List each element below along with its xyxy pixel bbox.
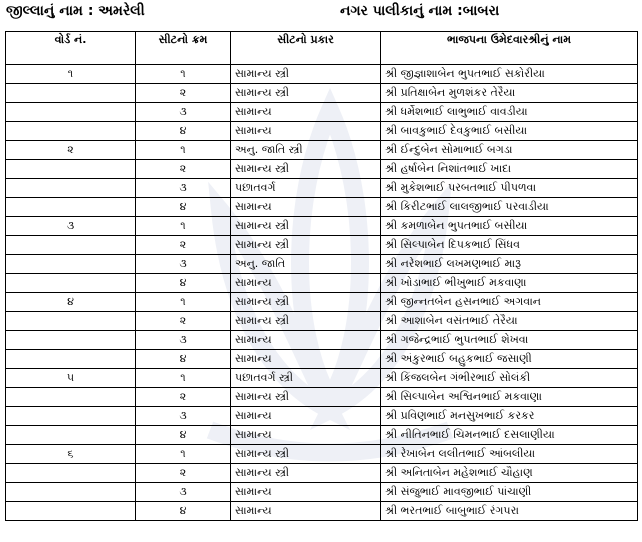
table-row bbox=[6, 274, 638, 293]
seat-type-cell: અનુ. જાતિ સ્ત્રી bbox=[231, 141, 381, 160]
table-row bbox=[6, 312, 638, 331]
seat-type-cell: સામાન્ય bbox=[231, 483, 381, 502]
seat-type-cell: સામાન્ય bbox=[231, 426, 381, 445]
table-row bbox=[6, 179, 638, 198]
seat-type-cell: સામાન્ય bbox=[231, 103, 381, 122]
candidate-name-cell: શ્રી સિલ્પાબેન દિપકભાઈ સિંધવ bbox=[381, 236, 638, 255]
table-row bbox=[6, 160, 638, 179]
seat-type-cell: સામાન્ય સ્ત્રી bbox=[231, 65, 381, 84]
seat-type-cell: સામાન્ય સ્ત્રી bbox=[231, 236, 381, 255]
ward-cell: ૩ bbox=[6, 217, 136, 236]
table-row bbox=[6, 198, 638, 217]
candidate-name-cell: શ્રી નીતિનભાઈ ચિમનભાઈ દસલાણીયા bbox=[381, 426, 638, 445]
candidate-name-cell: શ્રી સિલ્પાબેન અશ્વિનભાઈ મકવાણા bbox=[381, 388, 638, 407]
seat-type-cell: સામાન્ય bbox=[231, 331, 381, 350]
candidate-name-cell: શ્રી મુકેશભાઈ પરબતભાઈ પીપળવા bbox=[381, 179, 638, 198]
seat-cell: ૪ bbox=[136, 350, 231, 369]
seat-cell: ૧ bbox=[136, 217, 231, 236]
seat-cell: ૨ bbox=[136, 84, 231, 103]
ward-cell bbox=[6, 274, 136, 293]
seat-type-cell: સામાન્ય સ્ત્રી bbox=[231, 160, 381, 179]
candidate-table bbox=[5, 31, 638, 521]
ward-cell bbox=[6, 426, 136, 445]
table-row bbox=[6, 84, 638, 103]
seat-cell: ૨ bbox=[136, 464, 231, 483]
candidate-name-cell: શ્રી હર્ષાબેન નિશાંતભાઈ ખાદા bbox=[381, 160, 638, 179]
table-row bbox=[6, 483, 638, 502]
ward-cell bbox=[6, 388, 136, 407]
seat-cell: ૨ bbox=[136, 236, 231, 255]
municipality-name: નગર પાલીકાનું નામ :બાબરા bbox=[340, 3, 500, 19]
table-row bbox=[6, 464, 638, 483]
table-row bbox=[6, 369, 638, 388]
ward-cell bbox=[6, 179, 136, 198]
column-header-seat: સીટનો ક્રમ bbox=[136, 32, 231, 65]
candidate-name-cell: શ્રી નરેશભાઈ લખમણભાઈ મારૂ bbox=[381, 255, 638, 274]
seat-cell: ૩ bbox=[136, 255, 231, 274]
column-header-ward: વોર્ડ નં. bbox=[6, 32, 136, 65]
candidate-name-cell: શ્રી કિંજલબેન ગંભીરભાઈ સોલંકી bbox=[381, 369, 638, 388]
ward-cell bbox=[6, 160, 136, 179]
candidate-name-cell: શ્રી અનિતાબેન મહેશભાઈ ચૌહાણ bbox=[381, 464, 638, 483]
seat-cell: ૨ bbox=[136, 312, 231, 331]
seat-type-cell: અનુ. જાતિ bbox=[231, 255, 381, 274]
seat-type-cell: સામાન્ય સ્ત્રી bbox=[231, 464, 381, 483]
candidate-name-cell: શ્રી ગજેન્દ્રભાઈ ભુપતભાઈ શેખવા bbox=[381, 331, 638, 350]
candidate-name-cell: શ્રી કમળાબેન ભુપતભાઈ બસીયા bbox=[381, 217, 638, 236]
seat-cell: ૨ bbox=[136, 388, 231, 407]
seat-type-cell: સામાન્ય bbox=[231, 502, 381, 521]
seat-cell: ૪ bbox=[136, 426, 231, 445]
table-row bbox=[6, 350, 638, 369]
candidate-name-cell: શ્રી જીજ્ઞાશાબેન ભુપતભાઈ સકોરીયા bbox=[381, 65, 638, 84]
table-row bbox=[6, 103, 638, 122]
table-row bbox=[6, 255, 638, 274]
table-row bbox=[6, 141, 638, 160]
ward-cell: ૧ bbox=[6, 65, 136, 84]
column-header-name: ભાજપના ઉમેદવારશ્રીનું નામ bbox=[381, 32, 638, 65]
candidate-name-cell: શ્રી ભરતભાઈ બાબુભાઈ રંગપરા bbox=[381, 502, 638, 521]
seat-type-cell: સામાન્ય સ્ત્રી bbox=[231, 293, 381, 312]
candidate-name-cell: શ્રી પ્રવિણભાઈ મનસુખભાઈ કરકર bbox=[381, 407, 638, 426]
seat-cell: ૧ bbox=[136, 369, 231, 388]
seat-cell: ૩ bbox=[136, 179, 231, 198]
seat-type-cell: સામાન્ય સ્ત્રી bbox=[231, 312, 381, 331]
candidate-name-cell: શ્રી જીન્નતબેન હસનભાઈ અગવાન bbox=[381, 293, 638, 312]
ward-cell bbox=[6, 84, 136, 103]
seat-cell: ૧ bbox=[136, 141, 231, 160]
candidate-name-cell: શ્રી સંજુભાઈ માવજીભાઈ પાંચાણી bbox=[381, 483, 638, 502]
table-row bbox=[6, 426, 638, 445]
ward-cell bbox=[6, 502, 136, 521]
ward-cell bbox=[6, 255, 136, 274]
table-row bbox=[6, 122, 638, 141]
seat-cell: ૪ bbox=[136, 502, 231, 521]
seat-type-cell: પછાતવર્ગ bbox=[231, 179, 381, 198]
seat-type-cell: સામાન્ય bbox=[231, 407, 381, 426]
candidate-name-cell: શ્રી રેખાબેન લલીતભાઈ આંબલીયા bbox=[381, 445, 638, 464]
candidate-name-cell: શ્રી અંકુરભાઈ બહુકભાઈ જસાણી bbox=[381, 350, 638, 369]
table-row bbox=[6, 236, 638, 255]
table-row bbox=[6, 293, 638, 312]
candidate-name-cell: શ્રી બાવકુભાઈ દેવકુભાઈ બસીયા bbox=[381, 122, 638, 141]
table-row bbox=[6, 388, 638, 407]
seat-type-cell: સામાન્ય સ્ત્રી bbox=[231, 445, 381, 464]
table-header-row bbox=[6, 32, 638, 65]
seat-type-cell: સામાન્ય સ્ત્રી bbox=[231, 84, 381, 103]
seat-type-cell: સામાન્ય bbox=[231, 350, 381, 369]
ward-cell bbox=[6, 483, 136, 502]
candidate-name-cell: શ્રી આશાબેન વસંતભાઈ તેરૈયા bbox=[381, 312, 638, 331]
seat-type-cell: સામાન્ય bbox=[231, 274, 381, 293]
candidate-name-cell: શ્રી ધર્મેશભાઈ લાભુભાઈ વાવડીયા bbox=[381, 103, 638, 122]
seat-cell: ૪ bbox=[136, 274, 231, 293]
candidate-name-cell: શ્રી ખોડાભાઈ ભીખુભાઈ મકવાણા bbox=[381, 274, 638, 293]
column-header-type: સીટનો પ્રકાર bbox=[231, 32, 381, 65]
seat-cell: ૪ bbox=[136, 122, 231, 141]
ward-cell: ૫ bbox=[6, 369, 136, 388]
seat-type-cell: સામાન્ય bbox=[231, 198, 381, 217]
seat-type-cell: સામાન્ય સ્ત્રી bbox=[231, 217, 381, 236]
seat-cell: ૨ bbox=[136, 160, 231, 179]
table-row bbox=[6, 217, 638, 236]
ward-cell bbox=[6, 464, 136, 483]
candidate-name-cell: શ્રી ઈન્દુબેન સોમાભાઈ બગડા bbox=[381, 141, 638, 160]
table-row bbox=[6, 65, 638, 84]
table-row bbox=[6, 407, 638, 426]
table-row bbox=[6, 445, 638, 464]
district-name: જીલ્લાનું નામ : અમરેલી bbox=[6, 3, 145, 19]
table-row bbox=[6, 502, 638, 521]
seat-cell: ૩ bbox=[136, 331, 231, 350]
ward-cell bbox=[6, 198, 136, 217]
seat-cell: ૩ bbox=[136, 483, 231, 502]
ward-cell bbox=[6, 312, 136, 331]
ward-cell bbox=[6, 103, 136, 122]
ward-cell: ૪ bbox=[6, 293, 136, 312]
seat-type-cell: સામાન્ય સ્ત્રી bbox=[231, 388, 381, 407]
ward-cell bbox=[6, 122, 136, 141]
seat-cell: ૧ bbox=[136, 445, 231, 464]
ward-cell: ૨ bbox=[6, 141, 136, 160]
table-row bbox=[6, 331, 638, 350]
seat-type-cell: પછાતવર્ગ સ્ત્રી bbox=[231, 369, 381, 388]
ward-cell: ૬ bbox=[6, 445, 136, 464]
seat-cell: ૧ bbox=[136, 293, 231, 312]
seat-cell: ૩ bbox=[136, 103, 231, 122]
ward-cell bbox=[6, 407, 136, 426]
candidate-name-cell: શ્રી પ્રતિક્ષાબેન મુળશંકર તેરૈયા bbox=[381, 84, 638, 103]
candidate-name-cell: શ્રી કિરીટભાઈ લાલજીભાઈ પરવાડીયા bbox=[381, 198, 638, 217]
seat-type-cell: સામાન્ય bbox=[231, 122, 381, 141]
ward-cell bbox=[6, 350, 136, 369]
document-header bbox=[0, 0, 642, 30]
seat-cell: ૩ bbox=[136, 407, 231, 426]
ward-cell bbox=[6, 236, 136, 255]
ward-cell bbox=[6, 331, 136, 350]
seat-cell: ૪ bbox=[136, 198, 231, 217]
seat-cell: ૧ bbox=[136, 65, 231, 84]
